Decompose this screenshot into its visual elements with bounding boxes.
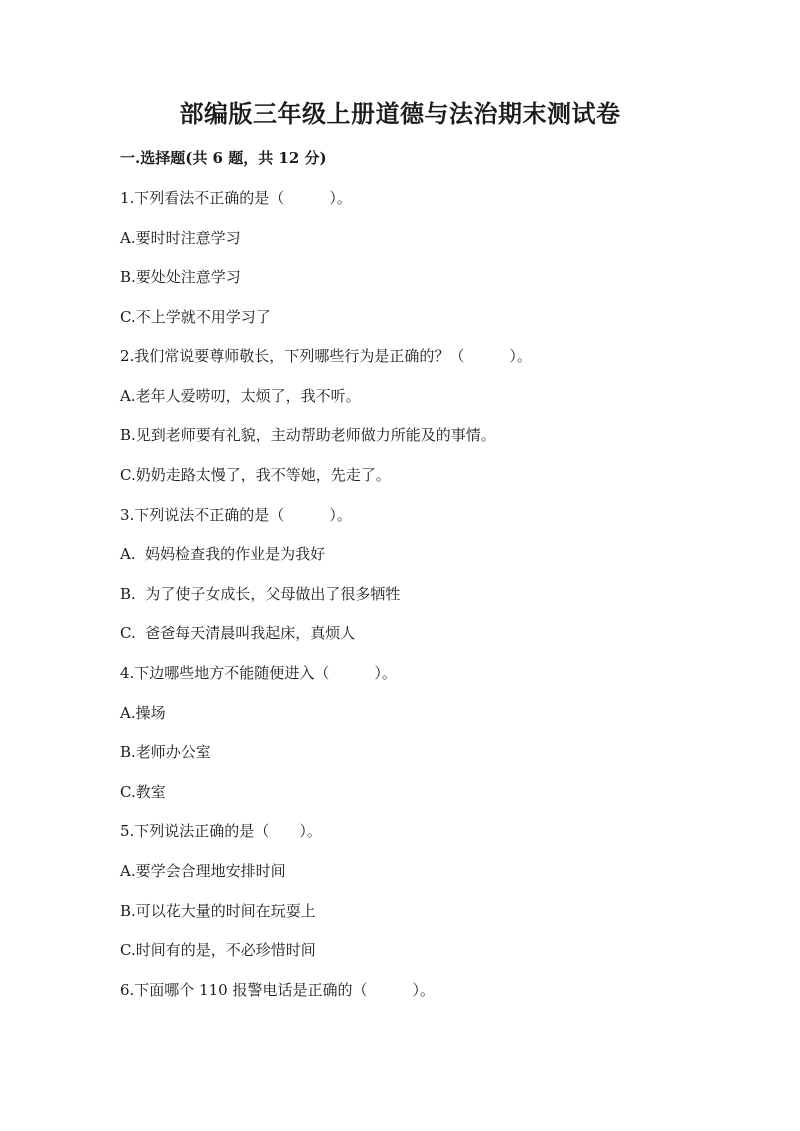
question-4-stem: 4.下边哪些地方不能随便进入（ ）。 <box>120 664 397 682</box>
question-4-option-a: A.操场 <box>120 704 166 722</box>
question-4-option-b: B.老师办公室 <box>120 743 211 761</box>
question-1-option-c: C.不上学就不用学习了 <box>120 308 271 326</box>
question-5-stem: 5.下列说法正确的是（ ）。 <box>120 822 322 840</box>
question-5-option-b: B.可以花大量的时间在玩耍上 <box>120 902 316 920</box>
question-2-option-a: A.老年人爱唠叨，太烦了，我不听。 <box>120 387 361 405</box>
question-3-option-a: A. 妈妈检查我的作业是为我好 <box>120 545 326 563</box>
question-1-stem: 1.下列看法不正确的是（ ）。 <box>120 189 352 207</box>
question-2-option-c: C.奶奶走路太慢了，我不等她，先走了。 <box>120 466 391 484</box>
question-1-option-a: A.要时时注意学习 <box>120 229 241 247</box>
question-3-option-c: C. 爸爸每天清晨叫我起床，真烦人 <box>120 624 356 642</box>
question-3-option-b: B. 为了使子女成长，父母做出了很多牺牲 <box>120 585 401 603</box>
question-1-option-b: B.要处处注意学习 <box>120 268 241 286</box>
question-3-stem: 3.下列说法不正确的是（ ）。 <box>120 506 352 524</box>
question-5-option-c: C.时间有的是，不必珍惜时间 <box>120 941 316 959</box>
question-5-option-a: A.要学会合理地安排时间 <box>120 862 286 880</box>
section-heading: 一.选择题(共 6 题，共 12 分) <box>120 149 327 167</box>
page-title: 部编版三年级上册道德与法治期末测试卷 <box>179 99 621 128</box>
question-2-option-b: B.见到老师要有礼貌，主动帮助老师做力所能及的事情。 <box>120 426 496 444</box>
question-2-stem: 2.我们常说要尊师敬长，下列哪些行为是正确的？（ ）。 <box>120 347 532 365</box>
question-4-option-c: C.教室 <box>120 783 166 801</box>
question-6-stem: 6.下面哪个 110 报警电话是正确的（ ）。 <box>120 981 435 999</box>
